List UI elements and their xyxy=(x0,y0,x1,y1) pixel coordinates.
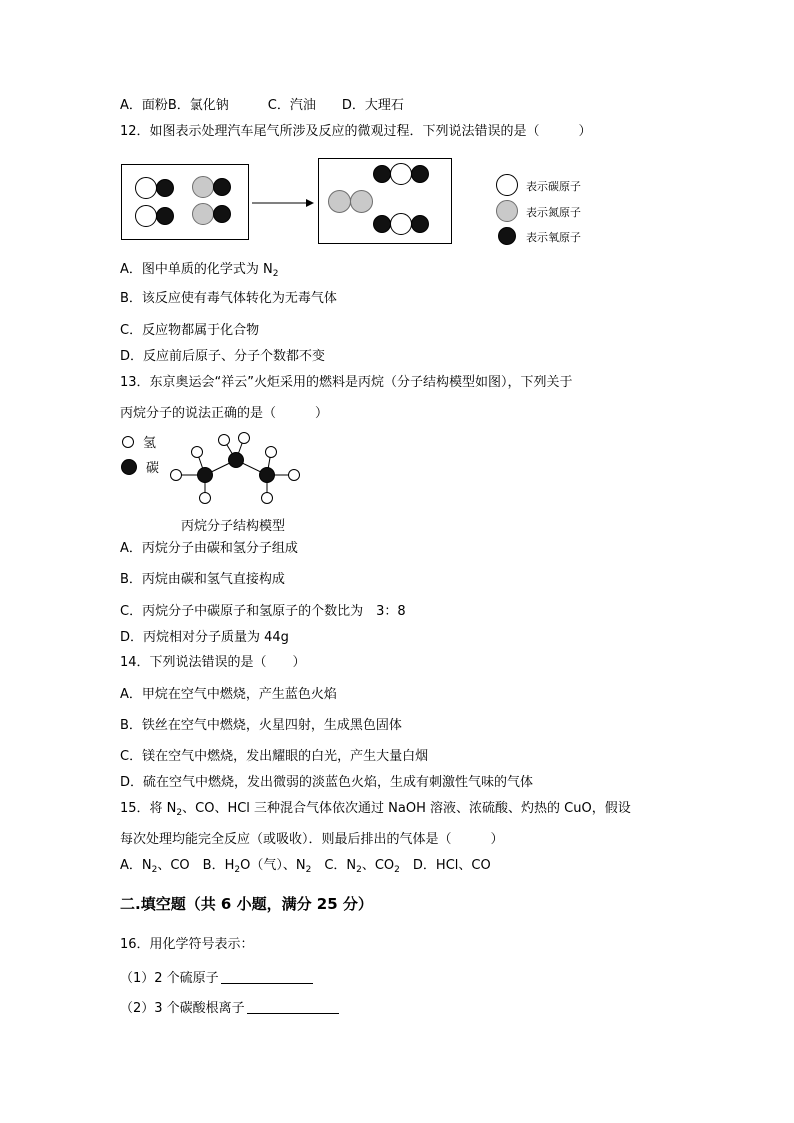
hydrogen-atom xyxy=(199,492,211,504)
q14-option-b: B．铁丝在空气中燃烧，火星四射，生成黑色固体 xyxy=(120,718,402,733)
q13-stem-line1: 13．东京奥运会“祥云”火炬采用的燃料是丙烷（分子结构模型如图），下列关于 xyxy=(120,375,573,390)
q16-item-1: （1）2 个硫原子 xyxy=(120,969,313,988)
carbon-atom xyxy=(259,467,275,483)
q13-stem-line2: 丙烷分子的说法正确的是（ ） xyxy=(120,406,329,421)
q13-option-d: D．丙烷相对分子质量为 44g xyxy=(120,630,289,645)
q11-options: A．面粉B．氯化钠 C．汽油 D．大理石 xyxy=(120,98,404,113)
hydrogen-legend-label: 氢 xyxy=(143,436,157,451)
q13-option-b: B．丙烷由碳和氢气直接构成 xyxy=(120,572,285,587)
q12-option-a: A．图中单质的化学式为 $N_2$ xyxy=(120,262,279,279)
hydrogen-atom xyxy=(170,469,182,481)
hydrogen-atom xyxy=(191,446,203,458)
hydrogen-atom xyxy=(238,432,250,444)
q12-option-d: D．反应前后原子、分子个数都不变 xyxy=(120,349,326,364)
hydrogen-atom xyxy=(288,469,300,481)
section-title: 二.填空题（共 6 小题，满分 25 分） xyxy=(120,895,373,913)
carbon-atom xyxy=(197,467,213,483)
q14-option-c: C．镁在空气中燃烧，发出耀眼的白光，产生大量白烟 xyxy=(120,749,429,764)
q15-stem-line1: 15．将 $N_2$、CO、HCl 三种混合气体依次通过 NaOH 溶液、浓硫酸、灼热的 CuO，假设 xyxy=(120,801,631,818)
hydrogen-atom xyxy=(265,446,277,458)
q13-option-c: C．丙烷分子中碳原子和氢原子的个数比为 3：8 xyxy=(120,604,406,619)
q14-option-a: A．甲烷在空气中燃烧，产生蓝色火焰 xyxy=(120,687,337,702)
q14-option-d: D．硫在空气中燃烧，发出微弱的淡蓝色火焰，生成有刺激性气味的气体 xyxy=(120,775,534,790)
q16-stem: 16．用化学符号表示： xyxy=(120,937,254,952)
q15-stem-line2: 每次处理均能完全反应（或吸收）．则最后排出的气体是（ ） xyxy=(120,832,504,847)
q12-option-c: C．反应物都属于化合物 xyxy=(120,323,260,338)
answer-blank-2[interactable] xyxy=(247,999,339,1014)
q13-option-a: A．丙烷分子由碳和氢分子组成 xyxy=(120,541,298,556)
q12-stem: 12．如图表示处理汽车尾气所涉及反应的微观过程．下列说法错误的是（ ） xyxy=(120,124,592,139)
nitrogen-legend-label: 表示氮原子 xyxy=(526,206,581,219)
answer-blank-1[interactable] xyxy=(221,969,313,984)
carbon-legend-label: 表示碳原子 xyxy=(526,180,581,193)
hydrogen-atom xyxy=(261,492,273,504)
carbon-atom xyxy=(228,452,244,468)
q16-item-2: （2）3 个碳酸根离子 xyxy=(120,999,339,1018)
carbon-legend-label: 碳 xyxy=(146,461,160,476)
q12-option-b: B．该反应使有毒气体转化为无毒气体 xyxy=(120,291,337,306)
q15-options: A．$N_2$、CO B．$H_2O$（气）、$N_2$ C．$N_2$、$CO_2$ D．HCl、CO xyxy=(120,858,491,875)
q14-stem: 14．下列说法错误的是（ ） xyxy=(120,655,306,670)
propane-caption: 丙烷分子结构模型 xyxy=(181,519,286,534)
hydrogen-atom xyxy=(218,434,230,446)
oxygen-legend-label: 表示氧原子 xyxy=(526,231,581,244)
